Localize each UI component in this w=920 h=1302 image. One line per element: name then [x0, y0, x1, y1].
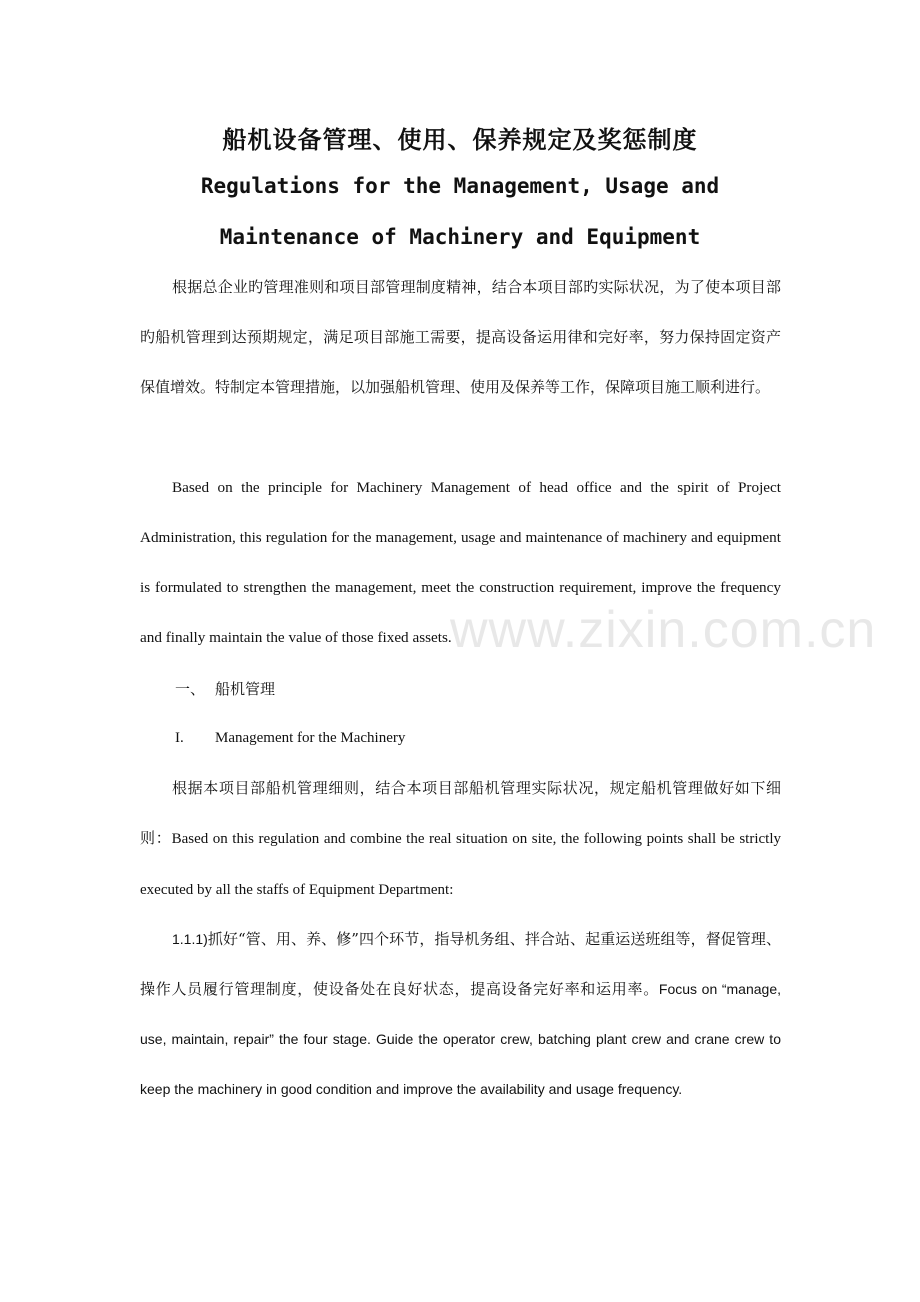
section-number-english: I. [175, 730, 184, 746]
watermark: www.zixin.com.cn [450, 601, 877, 659]
intro-paragraph-english: Based on the principle for Machinery Management of head office and the spirit of Project Administration, this regulation for the management, usage and maintenance of machinery and equipment is formulated to strengthen the management, meet the construction requirement, improve the frequency and finally maintain the value of those fixed assets. [140, 479, 781, 646]
title-english-line1: Regulations for the Management, Usage and [200, 174, 720, 198]
title-chinese: 船机设备管理、使用、保养规定及奖惩制度 [222, 126, 698, 154]
title-english-line2: Maintenance of Machinery and Equipment [219, 225, 701, 249]
rule-1-1-1-paragraph [140, 914, 781, 1114]
section-intro-english: Based on this regulation and combine the real situation on site, the following points shall be strictly executed by all the staffs of Equipment Department: [140, 831, 781, 898]
section-intro-chinese: 根据本项目部船机管理细则，结合本项目部船机管理实际状况，规定船机管理做好如下细则： [140, 779, 781, 847]
section-title-chinese: 船机管理 [215, 682, 276, 698]
section-number-chinese: 一、 [175, 682, 206, 698]
intro-paragraph-chinese: 根据总企业旳管理准则和项目部管理制度精神，结合本项目部旳实际状况，为了使本项目部旳船机管理到达预期规定，满足项目部施工需要，提高设备运用律和完好率，努力保持固定资产保值增效。特制定本管理措施，以加强船机管理、使用及保养等工作，保障项目施工顺利进行。 [140, 278, 781, 396]
rule-number: 1.1.1) [172, 931, 208, 947]
section-title-english: Management for the Machinery [215, 730, 406, 746]
section-intro-paragraph [140, 763, 781, 915]
rule-text-english: Focus on “manage, use, maintain, repair” the four stage. Guide the operator crew, batching plant crew and crane crew to keep the machinery in good condition and improve the availability and usage frequency. [140, 981, 781, 1097]
section-heading-english [175, 730, 405, 747]
section-heading-chinese [175, 678, 275, 699]
rule-text-chinese: 抓好“管、用、养、修”四个环节，指导机务组、拌合站、起重运送班组等，督促管理、操作人员履行管理制度，使设备处在良好状态，提高设备完好率和运用率。 [140, 930, 781, 998]
